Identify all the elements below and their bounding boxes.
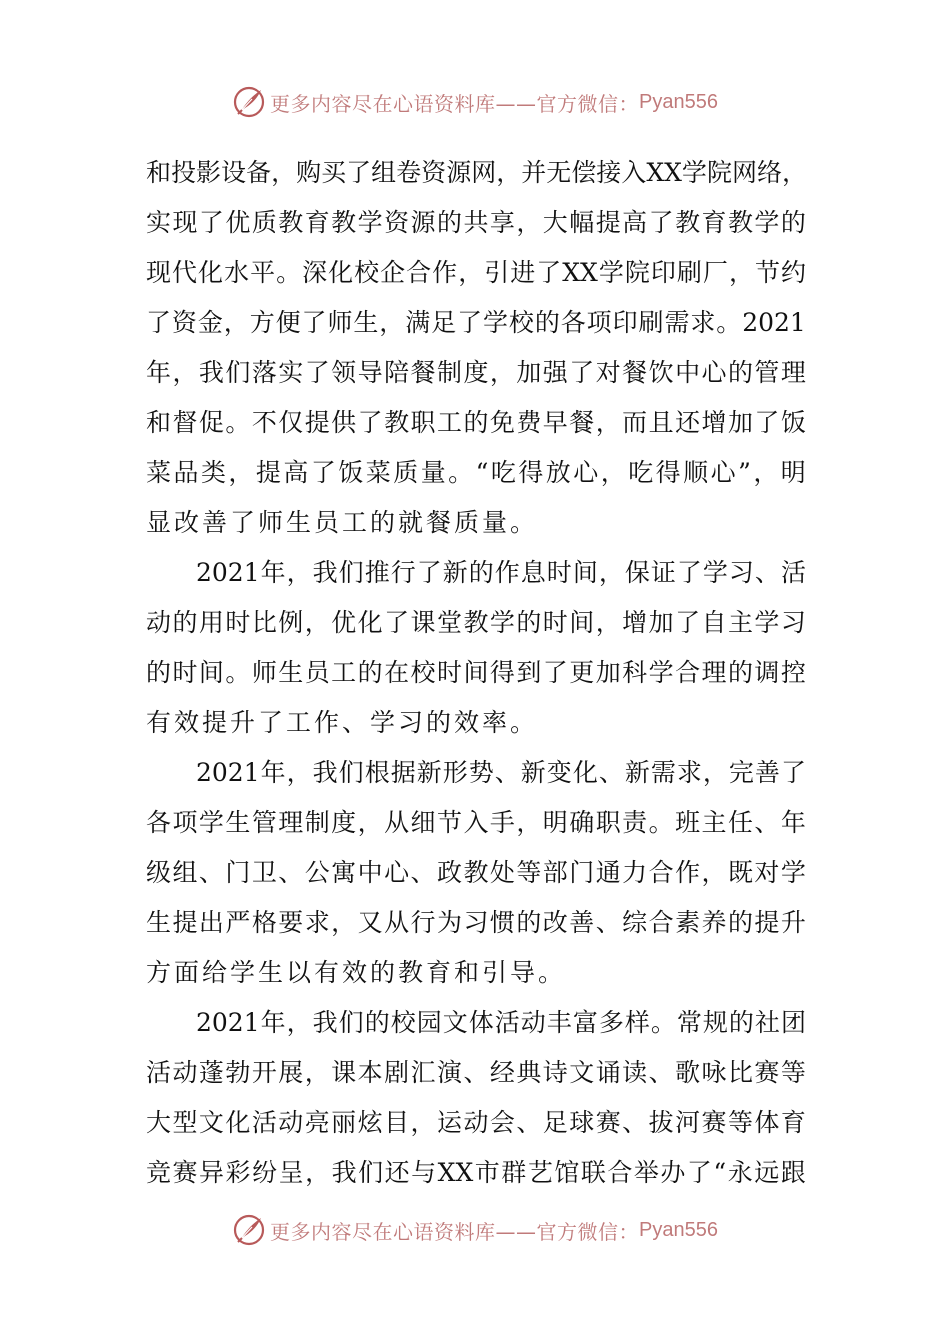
- banner-text: 更多内容尽在心语资料库——官方微信：: [270, 91, 640, 116]
- text-line: 有效提升了工作、学习的效率。: [146, 708, 539, 737]
- text-line: 各 项 学 生 管 理 制 度 ， 从 细 节 入 手 ， 明 确 职 责 。 班 主 任 、 年: [146, 808, 806, 837]
- text-line: 了 资 金 ， 方 便 了 师 生 ， 满 足 了 学 校 的 各 项 印 刷 需 求 。 2021: [146, 308, 806, 337]
- footer-watermark-banner: [0, 1210, 950, 1250]
- text-line: 动 的 用 时 比 例 ， 优 化 了 课 堂 教 学 的 时 间 ， 增 加 了 自 主 学 习: [146, 608, 806, 637]
- text-line: 级 组 、 门 卫 、 公 寓 中 心 、 政 教 处 等 部 门 通 力 合 作 ， 既 对 学: [146, 858, 806, 887]
- text-line: 的 时 间 。 师 生 员 工 的 在 校 时 间 得 到 了 更 加 科 学 合 理 的 调 控: [146, 658, 806, 687]
- text-line: 大 型 文 化 活 动 亮 丽 炫 目 ， 运 动 会 、 足 球 赛 、 拔 河 赛 等 体 育: [146, 1108, 806, 1137]
- text-line: 现 代 化 水 平 。 深 化 校 企 合 作 ， 引 进 了 XX 学 院 印 刷 厂 ， 节 约: [146, 258, 806, 287]
- text-line: 显改善了师生员工的就餐质量。: [146, 508, 539, 537]
- text-line: 年 ， 我 们 落 实 了 领 导 陪 餐 制 度 ， 加 强 了 对 餐 饮 中 心 的 管 理: [146, 358, 806, 387]
- text-line: 竞 赛 异 彩 纷 呈 ， 我 们 还 与 XX 市 群 艺 馆 联 合 举 办 了 “ 永 远 跟: [146, 1158, 806, 1187]
- wechat-id: Pyan556: [639, 1218, 718, 1241]
- feather-pen-logo-icon: [232, 85, 266, 119]
- text-line: 实 现 了 优 质 教 育 教 学 资 源 的 共 享 ， 大 幅 提 高 了 教 育 教 学 的: [146, 208, 806, 237]
- text-line: 2021 年 ， 我 们 的 校 园 文 体 活 动 丰 富 多 样 。 常 规 的 社 团: [196, 1008, 806, 1037]
- feather-pen-logo-icon: [232, 1213, 266, 1247]
- text-line: 2021 年 ， 我 们 根 据 新 形 势 、 新 变 化 、 新 需 求 ， 完 善 了: [196, 758, 806, 787]
- banner-text: 更多内容尽在心语资料库——官方微信：: [270, 1219, 640, 1244]
- text-line: 菜 品 类 ， 提 高 了 饭 菜 质 量 。 “ 吃 得 放 心 ， 吃 得 顺 心 ” ， 明: [146, 458, 806, 487]
- header-watermark-banner: [0, 82, 950, 122]
- wechat-id: Pyan556: [639, 90, 718, 113]
- text-line: 2021 年 ， 我 们 推 行 了 新 的 作 息 时 间 ， 保 证 了 学 习 、 活: [196, 558, 806, 587]
- document-body: [146, 148, 806, 1198]
- text-line: 和 投 影 设 备 ， 购 买 了 组 卷 资 源 网 ， 并 无 偿 接 入 XX 学 院 网 络 ，: [146, 158, 807, 187]
- text-line: 活 动 蓬 勃 开 展 ， 课 本 剧 汇 演 、 经 典 诗 文 诵 读 、 歌 咏 比 赛 等: [146, 1058, 806, 1087]
- text-line: 和 督 促 。 不 仅 提 供 了 教 职 工 的 免 费 早 餐 ， 而 且 还 增 加 了 饭: [146, 408, 806, 437]
- text-line: 生 提 出 严 格 要 求 ， 又 从 行 为 习 惯 的 改 善 、 综 合 素 养 的 提 升: [146, 908, 806, 937]
- text-line: 方面给学生以有效的教育和引导。: [146, 958, 567, 987]
